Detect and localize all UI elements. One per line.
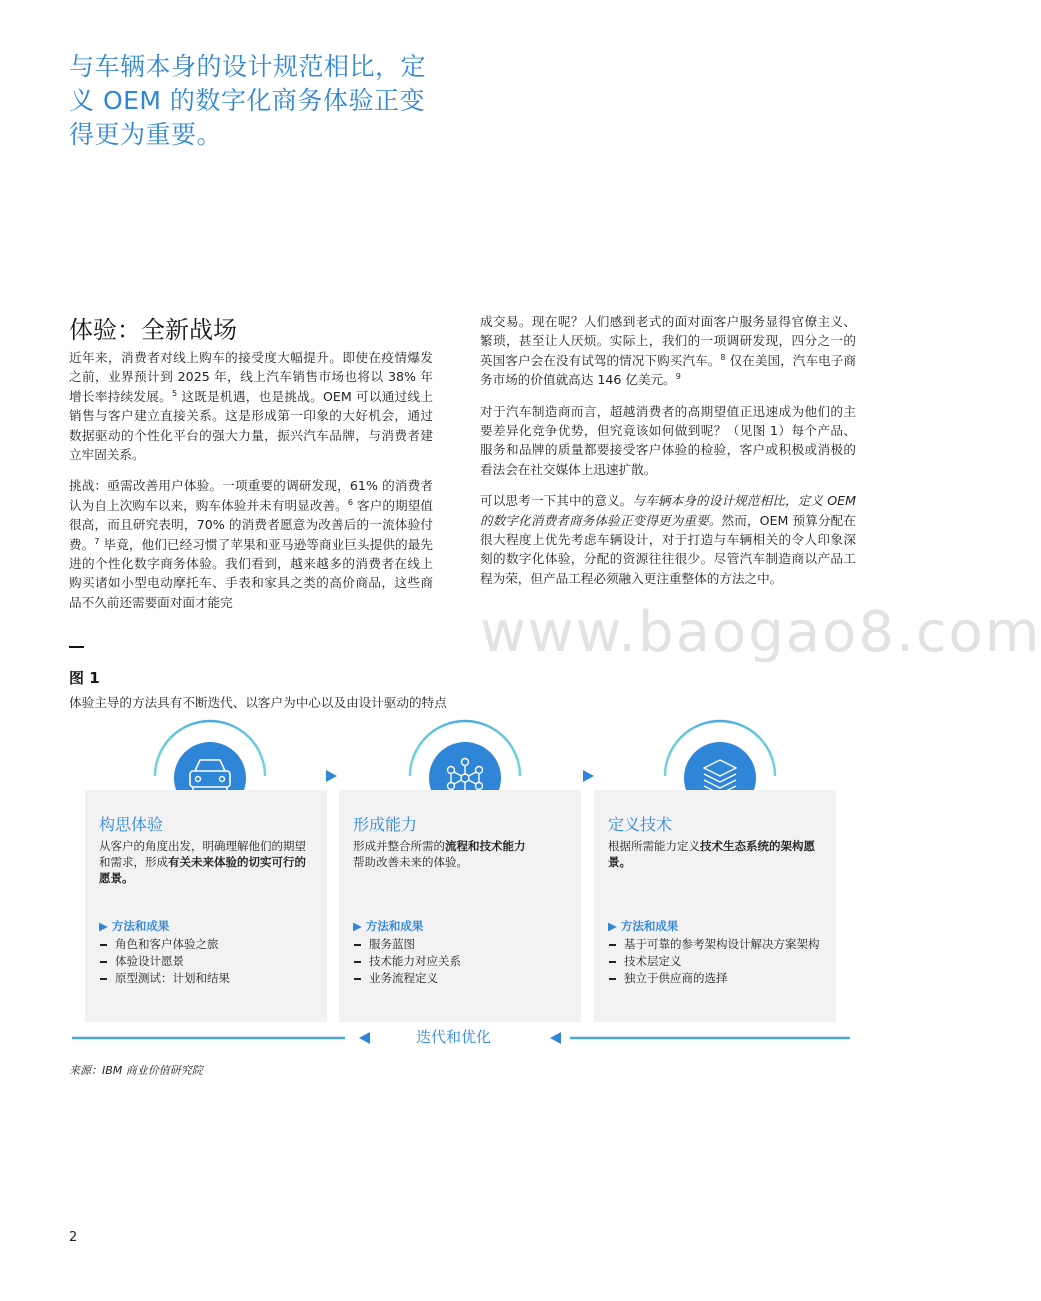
card-subheading: ▶ 方法和成果 bbox=[353, 919, 424, 933]
figure-caption: 体验主导的方法具有不断迭代、以客户为中心以及由设计驱动的特点 bbox=[69, 695, 447, 710]
footnote-ref: 5 bbox=[172, 388, 178, 398]
card-envision-experience bbox=[85, 790, 327, 1022]
footnote-ref: 6 bbox=[347, 497, 353, 507]
text: 仅在美国，汽车电子商务市场的价值就高达 146 亿美元。 bbox=[480, 352, 857, 388]
list-item: 服务蓝图 bbox=[353, 936, 567, 953]
text: 可以思考一下其中的意义。 bbox=[480, 493, 633, 509]
card-title: 定义技术 bbox=[608, 815, 673, 834]
arrow-right-icon bbox=[583, 770, 594, 782]
text: 近年来，消费者对线上购车的接受度大幅提升。即使在疫情爆发之前，业界预计到 2025 年，线上汽车销售市场也将以 38% 年增长率持续发展。 bbox=[69, 350, 433, 404]
figure-source: 来源：IBM 商业价值研究院 bbox=[69, 1064, 203, 1077]
paragraph bbox=[69, 476, 433, 612]
bold-text: 有关未来体验的切实可行的愿景。 bbox=[99, 855, 306, 885]
card-title: 构思体验 bbox=[99, 815, 164, 834]
right-column bbox=[480, 312, 856, 600]
arrow-left-icon bbox=[550, 1032, 561, 1044]
card-define-technology bbox=[594, 790, 836, 1022]
card-list bbox=[353, 936, 567, 987]
list-item: 角色和客户体验之旅 bbox=[99, 936, 313, 953]
list-item: 业务流程定义 bbox=[353, 970, 567, 987]
footnote-ref: 9 bbox=[675, 372, 681, 382]
list-item: 独立于供应商的选择 bbox=[608, 970, 822, 987]
footnote-ref: 7 bbox=[94, 536, 100, 546]
card-description bbox=[353, 838, 567, 870]
text: 客户的期望值很高，而且研究表明，70% 的消费者愿意为改善后的一流体验付费。 bbox=[69, 497, 433, 552]
list-item: 原型测试：计划和结果 bbox=[99, 970, 313, 987]
left-column bbox=[69, 348, 433, 624]
text: 毕竟，他们已经习惯了苹果和亚马逊等商业巨头提供的最先进的个性化数字商务体验。我们看到，越来越多的消费者在线上购买诸如小型电动摩托车、手表和家具之类的高价商品，这些商品不久前还需要面对面才能完 bbox=[69, 536, 433, 610]
text: 帮助改善未来的体验。 bbox=[353, 855, 468, 869]
card-list bbox=[608, 936, 822, 987]
card-description bbox=[608, 838, 822, 870]
page-number: 2 bbox=[69, 1230, 78, 1245]
card-subheading: ▶ 方法和成果 bbox=[99, 919, 170, 933]
list-item: 基于可靠的参考架构设计解决方案架构 bbox=[608, 936, 822, 953]
text: 这既是机遇，也是挑战。OEM 可以通过线上销售与客户建立直接关系。这是形成第一印象的大好机会，通过数据驱动的个性化平台的强大力量，振兴汽车品牌，与消费者建立牢固关系。 bbox=[69, 388, 433, 463]
text: 成交易。现在呢？人们感到老式的面对面客户服务显得官僚主义、繁琐，甚至让人厌烦。实际上，我们的一项调研发现，四分之一的英国客户会在没有试驾的情况下购买汽车。 bbox=[480, 314, 856, 368]
card-title: 形成能力 bbox=[353, 815, 418, 834]
figure-marker bbox=[69, 646, 84, 648]
section-title: 体验：全新战场 bbox=[69, 316, 237, 344]
emphasis-text: 与车辆本身的设计规范相比，定义 OEM 的数字化消费者商务体验正变得更为重要。 bbox=[480, 493, 857, 528]
watermark: www.baogao8.com bbox=[480, 600, 1041, 665]
footnote-ref: 8 bbox=[720, 352, 726, 362]
arrow-right-icon bbox=[326, 770, 337, 782]
text: 挑战：亟需改善用户体验。一项重要的调研发现，61% 的消费者认为自上次购车以来，购车体验并未有明显改善。 bbox=[69, 478, 433, 513]
bold-text: 技术生态系统的架构愿景。 bbox=[608, 839, 815, 869]
text: 形成并整合所需的 bbox=[353, 839, 445, 853]
card-build-capabilities bbox=[339, 790, 581, 1022]
paragraph bbox=[69, 348, 433, 464]
list-item: 技术层定义 bbox=[608, 953, 822, 970]
paragraph bbox=[480, 491, 856, 588]
text: 从客户的角度出发，明确理解他们的期望和需求，形成 bbox=[99, 839, 306, 869]
card-list bbox=[99, 936, 313, 987]
bold-text: 流程和技术能力 bbox=[445, 839, 526, 853]
paragraph bbox=[480, 312, 856, 390]
card-subheading: ▶ 方法和成果 bbox=[608, 919, 679, 933]
figure-title: 图 1 bbox=[69, 669, 100, 687]
list-item: 体验设计愿景 bbox=[99, 953, 313, 970]
text: 然而，OEM 预算分配在很大程度上优先考虑车辆设计，对于打造与车辆相关的令人印象深刻的数字化体验，分配的资源往往很少。尽管汽车制造商以产品工程为荣，但产品工程必须融入更注重整体的方法之中。 bbox=[480, 512, 856, 586]
paragraph: 对于汽车制造商而言，超越消费者的高期望值正迅速成为他们的主要差异化竞争优势，但究竟该如何做到呢？（见图 1）每个产品、服务和品牌的质量都要接受客户体验的检验，客户或积极或消极的看法会在社交媒体上迅速扩散。 bbox=[480, 403, 856, 477]
iterate-optimize-label: 迭代和优化 bbox=[416, 1028, 492, 1046]
arrow-left-icon bbox=[359, 1032, 370, 1044]
list-item: 技术能力对应关系 bbox=[353, 953, 567, 970]
pull-quote: 与车辆本身的设计规范相比，定义 OEM 的数字化商务体验正变得更为重要。 bbox=[69, 52, 427, 149]
process-diagram bbox=[0, 720, 920, 1060]
card-description bbox=[99, 838, 313, 886]
text: 根据所需能力定义 bbox=[608, 839, 700, 853]
